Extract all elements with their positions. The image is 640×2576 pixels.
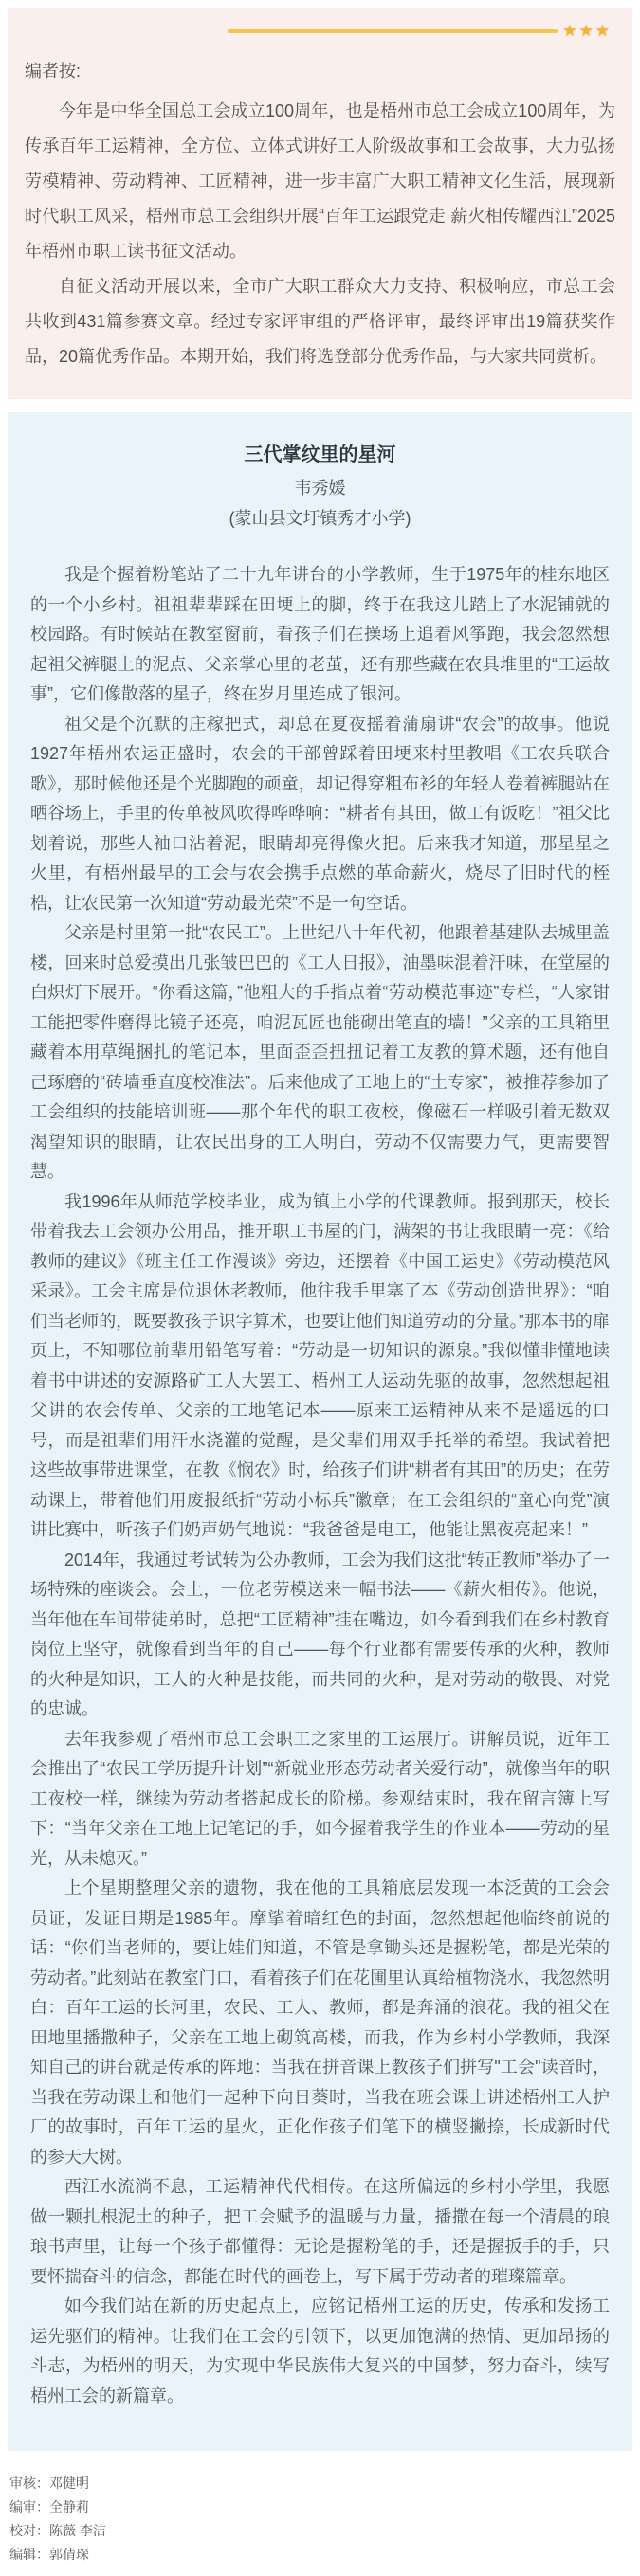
article-affiliation: (蒙山县文圩镇秀才小学) [229,509,411,528]
article-author: 韦秀媛 [294,479,346,498]
stars-icon: ★★★ [562,22,612,40]
article-paragraph: 我是个握着粉笔站了二十九年讲台的小学教师，生于1975年的桂东地区的一个小乡村。祖祖辈辈踩在田埂上的脚，终于在我这儿踏上了水泥铺就的校园路。有时候站在教室窗前，看孩子们在操场上追着风筝跑，我会忽然想起祖父裤腿上的泥点、父亲掌心里的老茧，还有那些藏在农具堆里的“工运故事”，它们像散落的星子，终在岁月里连成了银河。 [30,565,610,703]
credits-footer [0,2451,640,2576]
credit-row [9,2519,640,2543]
editor-note-body [25,94,615,374]
article-paragraph: 祖父是个沉默的庄稼把式，却总在夏夜摇着蒲扇讲“农会”的故事。他说1927年梧州农运正盛时，农会的干部曾踩着田埂来村里教唱《工农兵联合歌》，那时候他还是个光脚跑的顽童，却记得穿粗布衫的年轻人卷着裤腿站在晒谷场上，手里的传单被风吹得哗哗响：“耕者有其田，做工有饭吃！”祖父比划着说，那些人袖口沾着泥，眼睛却亮得像火把。后来我才知道，那星星之火里，有梧州最早的工会与农会携手点燃的革命薪火，烧尽了旧时代的桎梏，让农民第一次知道“劳动最光荣”不是一句空话。 [30,714,610,913]
credit-names: 邓健明 [49,2476,89,2491]
editor-note-paragraph: 自征文活动开展以来，全市广大职工群众大力支持、积极响应，市总工会共收到431篇参赛文章。经过专家评审组的严格评审，最终评审出19篇获奖作品，20篇优秀作品。本期开始，我们将选登部分优秀作品，与大家共同赏析。 [25,277,615,366]
article-paragraph: 西江水流淌不息，工运精神代代相传。在这所偏远的乡村小学里，我愿做一颗扎根泥土的种子，把工会赋予的温暖与力量，播撒在每一个清晨的琅琅书声里，让每一个孩子都懂得：无论是握粉笔的手，还是握扳手的手，只要怀揣奋斗的信念，都能在时代的画卷上，写下属于劳动者的璀璨篇章。 [30,2177,610,2286]
credit-role: 校对： [9,2523,49,2538]
editor-note-paragraph: 今年是中华全国总工会成立100周年，也是梧州市总工会成立100周年，为传承百年工运精神，全方位、立体式讲好工人阶级故事和工会故事，大力弘扬劳模精神、劳动精神、工匠精神，进一步丰富广大职工精神文化生活，展现新时代职工风采，梧州市总工会组织开展“百年工运跟党走 薪火相传耀西江”2025年梧州市职工读书征文活动。 [25,101,615,261]
credit-row [9,2543,640,2567]
article-title: 三代掌纹里的星河 [244,444,396,465]
credit-role: 编审： [9,2499,49,2514]
editor-note-label: 编者按: [25,62,82,81]
header-decoration [25,23,615,39]
credit-row [9,2472,640,2495]
credit-names: 陈薇 李洁 [49,2523,106,2538]
article-paragraph: 2014年，我通过考试转为公办教师，工会为我们这批“转正教师”举办了一场特殊的座谈会。会上，一位老劳模送来一幅书法——《薪火相传》。他说，当年他在车间带徒弟时，总把“工匠精神”挂在嘴边，如今看到我们在乡村教育岗位上坚守，就像看到当年的自己——每个行业都有需要传承的火种，教师的火种是知识，工人的火种是技能，而共同的火种，是对劳动的敬畏、对党的忠诚。 [30,1550,610,1718]
article-paragraph: 父亲是村里第一批“农民工”。上世纪八十年代初，他跟着基建队去城里盖楼，回来时总爱摸出几张皱巴巴的《工人日报》，油墨味混着汗味，在堂屋的白炽灯下展开。“你看这篇，”他粗大的手指点着“劳动模范事迹”专栏，“人家钳工能把零件磨得比镜子还亮，咱泥瓦匠也能砌出笔直的墙！”父亲的工具箱里藏着本用草绳捆扎的笔记本，里面歪歪扭扭记着工友教的算术题，还有他自己琢磨的“砖墙垂直度校准法”。后来他成了工地上的“土专家”，被推荐参加了工会组织的技能培训班——那个年代的职工夜校，像磁石一样吸引着无数双渴望知识的眼睛，让农民出身的工人明白，劳动不仅需要力气，更需要智慧。 [30,923,610,1181]
article-paragraph: 去年我参观了梧州市总工会职工之家里的工运展厅。讲解员说，近年工会推出了“农民工学历提升计划”“新就业形态劳动者关爱行动”，就像当年的职工夜校一样，继续为劳动者搭起成长的阶梯。参观结束时，我在留言簿上写下：“当年父亲在工地上记笔记的手，如今握着我学生的作业本——劳动的星光，从未熄灭。” [30,1729,610,1868]
article-paragraph: 上个星期整理父亲的遗物，我在他的工具箱底层发现一本泛黄的工会会员证，发证日期是1985年。摩挲着暗红色的封面，忽然想起他临终前说的话：“你们当老师的，要让娃们知道，不管是拿锄头还是握粉笔，都是光荣的劳动者。”此刻站在教室门口，看着孩子们在花圃里认真给植物浇水，我忽然明白：百年工运的长河里，农民、工人、教师，都是奔涌的浪花。我的祖父在田地里播撒种子，父亲在工地上砌筑高楼，而我，作为乡村小学教师，我深知自己的讲台就是传承的阵地：当我在拼音课上教孩子们拼写"工会"读音时，当我在劳动课上和他们一起种下向日葵时，当我在班会课上讲述梧州工人护厂的故事时，百年工运的星火，正化作孩子们笔下的横竖撇捺，长成新时代的参天大树。 [30,1878,610,2167]
article-paragraph: 我1996年从师范学校毕业，成为镇上小学的代课教师。报到那天，校长带着我去工会领办公用品，推开职工书屋的门，满架的书让我眼睛一亮：《给教师的建议》《班主任工作漫谈》旁边，还摆着《中国工运史》《劳动模范风采录》。工会主席是位退休老教师，他往我手里塞了本《劳动创造世界》：“咱们当老师的，既要教孩子识字算术，也要让他们知道劳动的分量。”那本书的扉页上，不知哪位前辈用铅笔写着：“劳动是一切知识的源泉。”我似懂非懂地读着书中讲述的安源路矿工人大罢工、梧州工人运动先驱的故事，忽然想起祖父讲的农会传单、父亲的工地笔记本——原来工运精神从来不是遥远的口号，而是祖辈们用汗水浇灌的觉醒，是父辈们用双手托举的希望。我试着把这些故事带进课堂，在教《悯农》时，给孩子们讲“耕者有其田”的历史；在劳动课上，带着他们用废报纸折“劳动小标兵”徽章；在工会组织的“童心向党”演讲比赛中，听孩子们奶声奶气地说：“我爸爸是电工，他能让黑夜亮起来！” [30,1191,610,1539]
credit-names: 郭倩琛 [49,2547,89,2562]
article-paragraph: 如今我们站在新的历史起点上，应铭记梧州工运的历史，传承和发扬工运先驱们的精神。让我们在工会的引领下，以更加饱满的热情、更加昂扬的斗志，为梧州的明天，为实现中华民族伟大复兴的中国梦，努力奋斗，续写梧州工会的新篇章。 [30,2296,610,2405]
credit-role: 编辑： [9,2547,49,2562]
credit-role: 审核： [9,2476,49,2491]
gold-divider-line [228,29,558,33]
article-card [8,412,632,2451]
credit-row [9,2495,640,2519]
editor-note-section [8,8,632,399]
credit-names: 全静莉 [49,2499,89,2514]
article-body [30,560,610,2411]
